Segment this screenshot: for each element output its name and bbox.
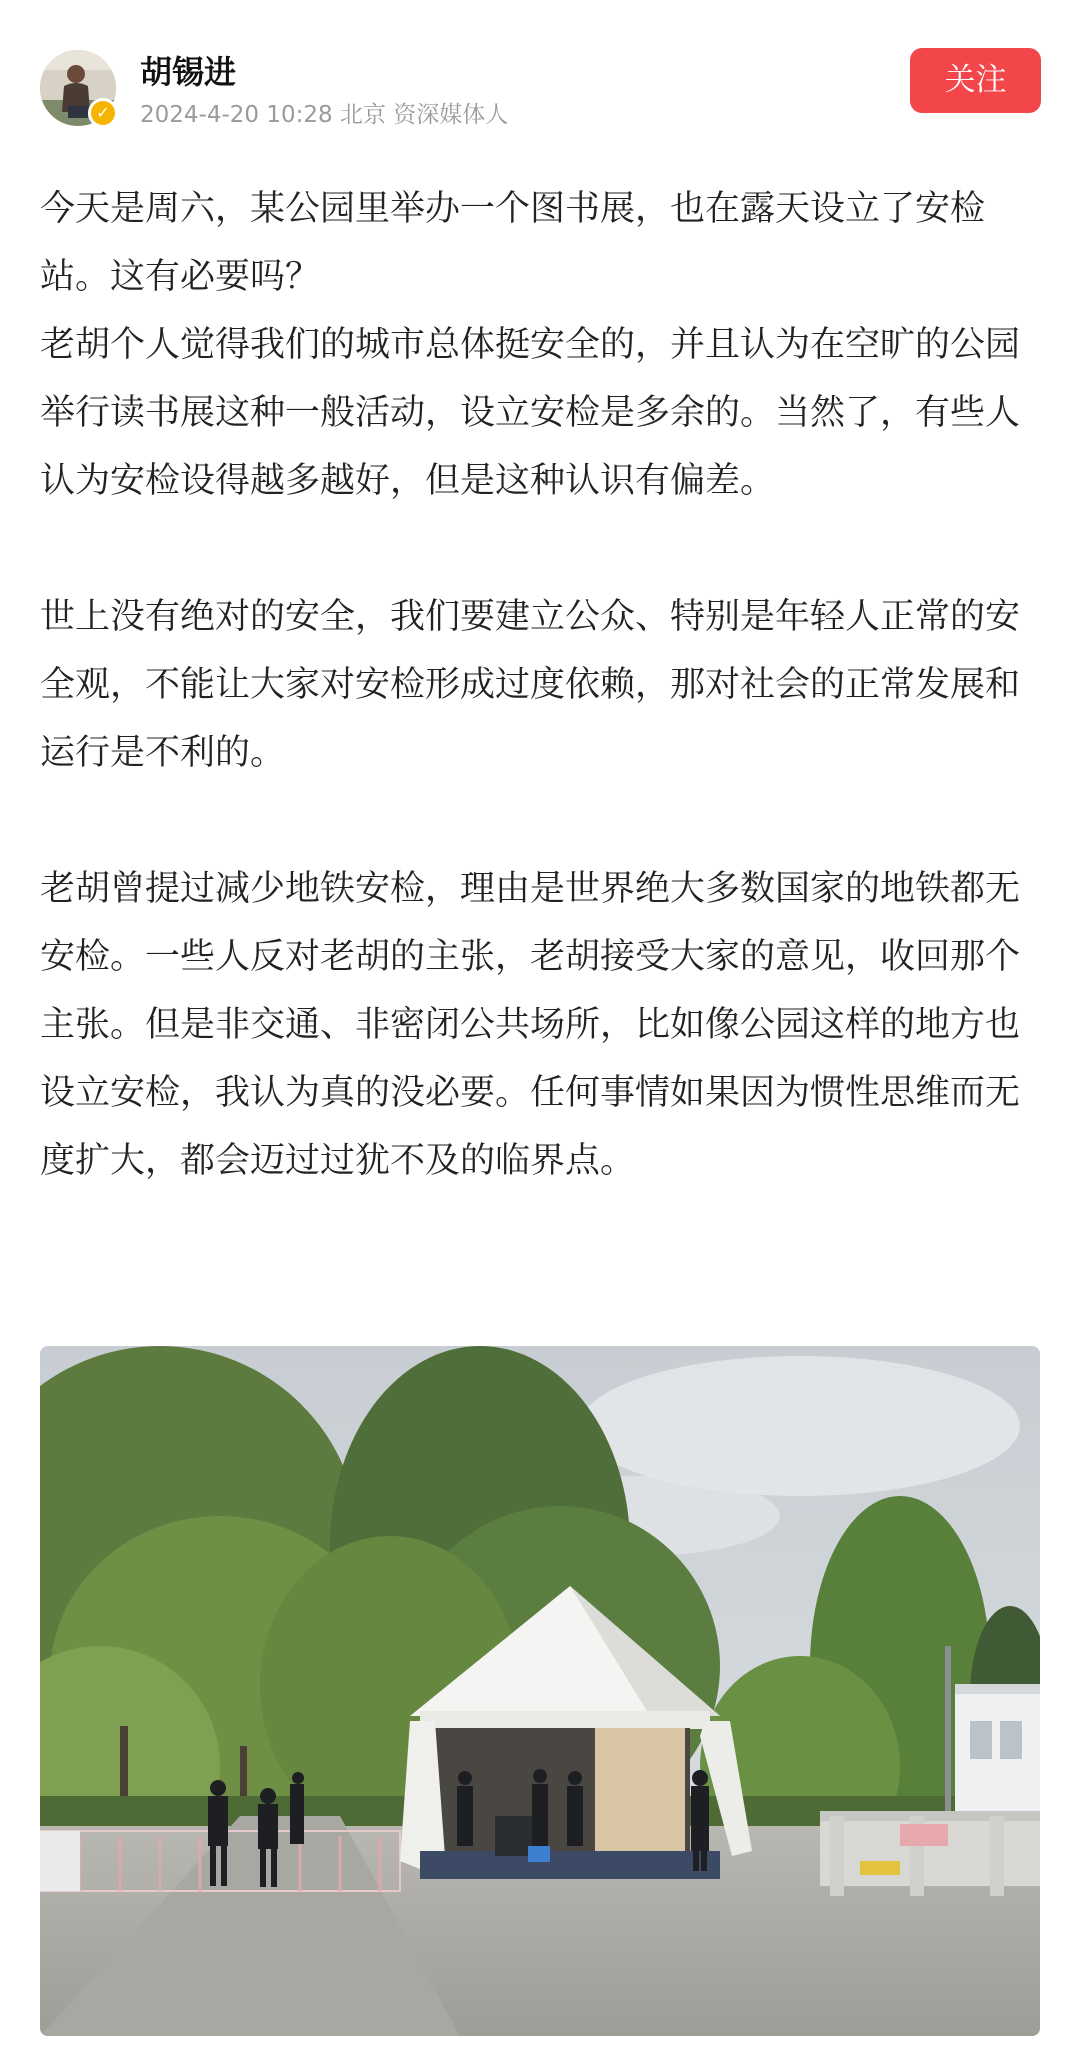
author-title: 资深媒体人 xyxy=(393,102,509,128)
post-meta xyxy=(140,100,508,130)
post-photo[interactable] xyxy=(40,1346,1040,2036)
post-paragraph: 今天是周六，某公园里举办一个图书展，也在露天设立了安检站。这有必要吗？ xyxy=(40,189,986,297)
post-location: 北京 xyxy=(339,102,386,128)
paragraph-gap xyxy=(40,787,1040,855)
verified-badge-icon: ✓ xyxy=(88,98,118,128)
post-body xyxy=(40,175,1040,1195)
follow-button[interactable]: 关注 xyxy=(910,48,1041,113)
author-name[interactable]: 胡锡进 xyxy=(140,53,237,91)
park-security-tent-photo xyxy=(40,1346,1040,2036)
paragraph-gap xyxy=(40,515,1040,583)
post-header xyxy=(0,0,1080,150)
post-paragraph: 世上没有绝对的安全，我们要建立公众、特别是年轻人正常的安全观，不能让大家对安检形成过度依赖，那对社会的正常发展和运行是不利的。 xyxy=(40,597,1021,773)
post-timestamp: 2024-4-20 10:28 xyxy=(140,102,333,128)
post-paragraph: 老胡曾提过减少地铁安检，理由是世界绝大多数国家的地铁都无安检。一些人反对老胡的主张，老胡接受大家的意见，收回那个主张。但是非交通、非密闭公共场所，比如像公园这样的地方也设立安检，我认为真的没必要。任何事情如果因为惯性思维而无度扩大，都会迈过过犹不及的临界点。 xyxy=(40,869,1021,1181)
post-paragraph: 老胡个人觉得我们的城市总体挺安全的，并且认为在空旷的公园举行读书展这种一般活动，设立安检是多余的。当然了，有些人认为安检设得越多越好，但是这种认识有偏差。 xyxy=(40,325,1021,501)
